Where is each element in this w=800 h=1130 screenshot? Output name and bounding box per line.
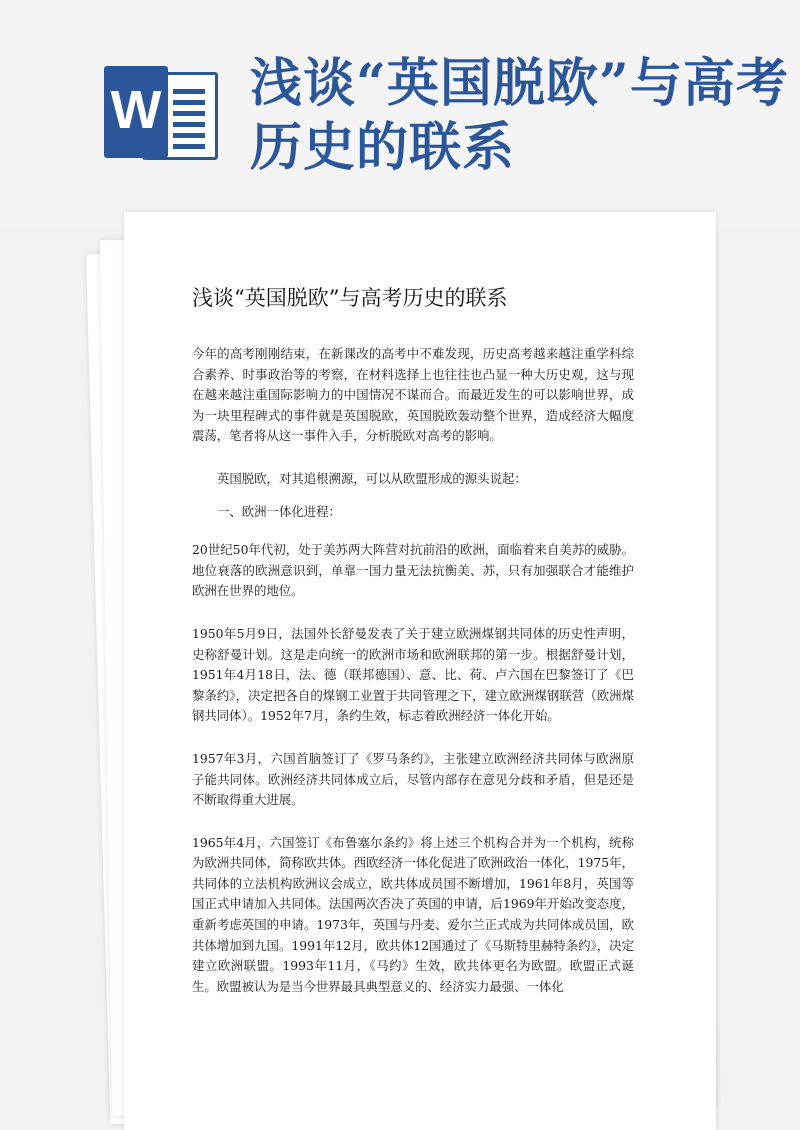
- paragraph-intro: 今年的高考刚刚结束，在新课改的高考中不难发现，历史高考越来越注重学科综合素养、时事政治等的考察，在材料选择上也往往也凸显一种大历史观，这与现在越来越注重国际影响力的中国情况不谋而合。而最近发生的可以影响世界，成为一块里程碑式的事件就是英国脱欧，英国脱欧轰动整个世界，造成经济大幅度震荡，笔者将从这一事件入手，分析脱欧对高考的影响。: [192, 346, 634, 444]
- paragraph-1957: 1957年3月，六国首脑签订了《罗马条约》，主张建立欧洲经济共同体与欧洲原子能共同体。欧洲经济共同体成立后，尽管内部存在意见分歧和矛盾，但是还是不断取得重大进展。: [192, 750, 634, 808]
- word-logo-badge: [104, 66, 168, 158]
- banner-header: [0, 0, 800, 230]
- paragraph-origin: 英国脱欧，对其追根溯源，可以从欧盟形成的源头说起：: [217, 470, 527, 486]
- paragraph-1965: 1965年4月，六国签订《布鲁塞尔条约》将上述三个机构合并为一个机构，统称为欧洲共同体，简称欧共体。西欧经济一体化促进了欧洲政治一体化，1975年，共同体的立法机构欧洲议会成立，欧共体成员国不断增加，1961年8月，英国等国正式申请加入共同体。法国两次否决了英国的申请，后1969年开始改变态度，重新考虑英国的申请。1973年，英国与丹麦、爱尔兰正式成为共同体成员国，欧共体增加到九国。1991年12月，欧共体12国通过了《马斯特里赫特条约》，决定建立欧洲联盟。1993年11月，《马约》生效，欧共体更名为欧盟。欧盟正式诞生。欧盟被认为是当今世界最具典型意义的、经济实力最强、一体化: [192, 834, 634, 994]
- word-logo-letter: W: [110, 80, 162, 140]
- document-title: 浅谈“英国脱欧”与高考历史的联系: [192, 286, 508, 310]
- document-body: [192, 344, 634, 1009]
- paragraph-1950s: 20世纪50年代初，处于美苏两大阵营对抗前沿的欧洲，面临着来自美苏的威胁。地位衰落的欧洲意识到，单靠一国力量无法抗衡美、苏，只有加强联合才能维护欧洲在世界的地位。: [192, 542, 634, 599]
- paragraph-1950: 1950年5月9日，法国外长舒曼发表了关于建立欧洲煤钢共同体的历史性声明，史称舒曼计划。这是走向统一的欧洲市场和欧洲联邦的第一步。根据舒曼计划，1951年4月18日，法、德（联邦德国）、意、比、荷、卢六国在巴黎签订了《巴黎条约》，决定把各自的煤钢工业置于共同管理之下，建立欧洲煤钢联营（欧洲煤钢共同体）。1952年7月，条约生效，标志着欧洲经济一体化开始。: [192, 625, 634, 724]
- word-document-icon: [104, 66, 216, 158]
- section-heading: 一、欧洲一体化进程：: [217, 503, 341, 519]
- banner-title: 浅谈“英国脱欧”与高考历史的联系: [250, 53, 789, 178]
